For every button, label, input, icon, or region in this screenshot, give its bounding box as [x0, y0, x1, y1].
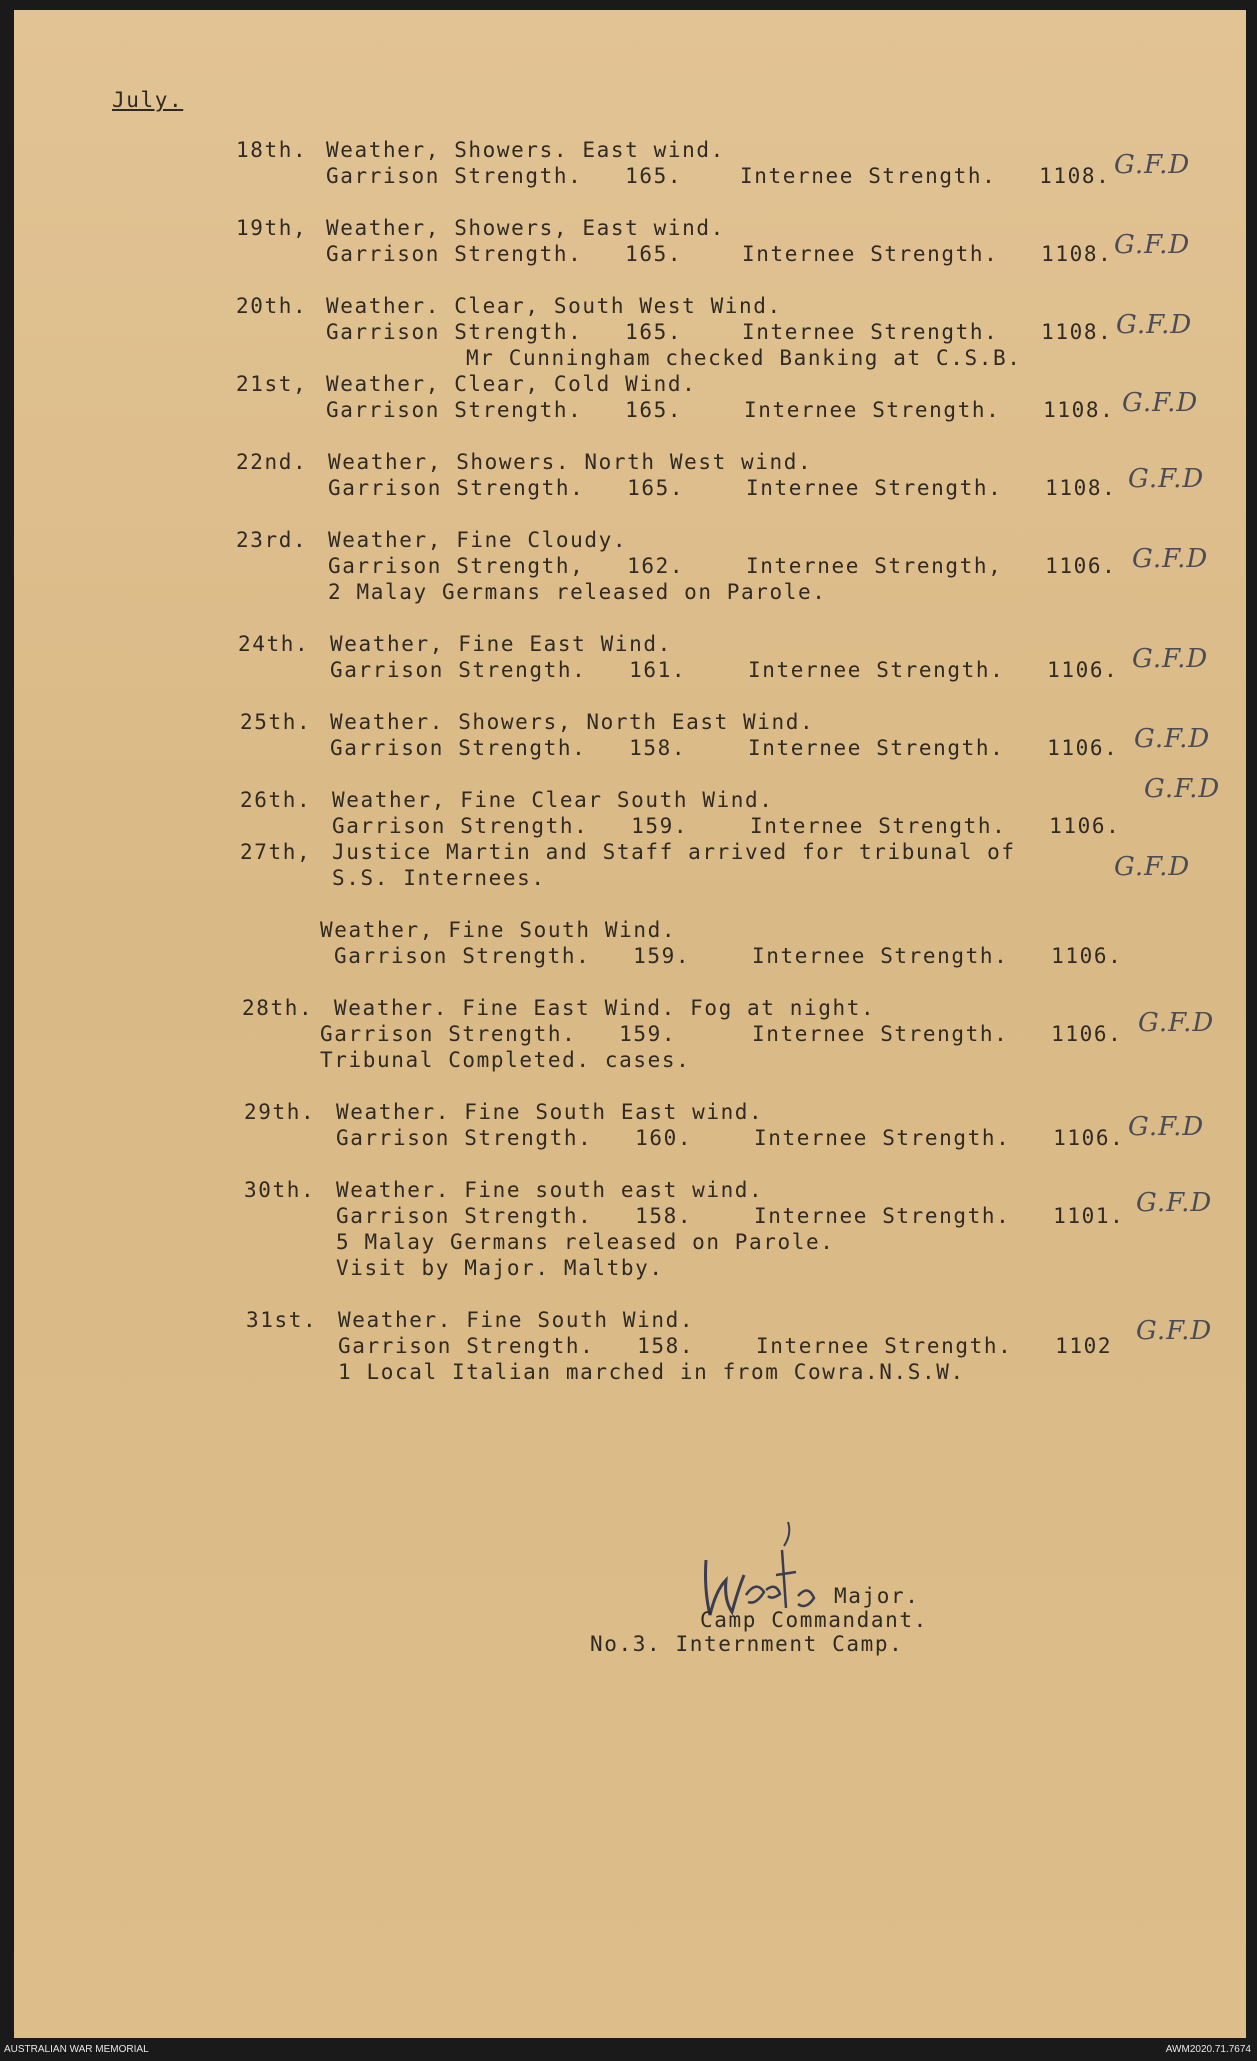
entry-garrison: Garrison Strength. 161. — [330, 658, 687, 682]
entry-day: 31st. — [246, 1308, 318, 1332]
entry-internee: Internee Strength. 1102 — [756, 1334, 1113, 1358]
entry-note: Mr Cunningham checked Banking at C.S.B. — [466, 346, 1022, 370]
entry-initials: G.F.D — [1132, 644, 1209, 674]
entry-garrison: Garrison Strength. 165. — [326, 242, 683, 266]
entry-initials: G.F.D — [1122, 388, 1199, 418]
entry-weather: Weather. Fine South Wind. — [338, 1308, 695, 1332]
signature-title: Camp Commandant. — [700, 1608, 928, 1632]
entry-initials: G.F.D — [1144, 774, 1221, 804]
entry-initials: G.F.D — [1134, 724, 1211, 754]
entry-note: 1 Local Italian marched in from Cowra.N.S.W. — [338, 1360, 965, 1384]
entry-day: 23rd. — [236, 528, 308, 552]
entry-weather: Weather. Fine south east wind. — [336, 1178, 764, 1202]
entry-internee: Internee Strength. 1108. — [742, 242, 1113, 266]
entry-weather: Weather, Fine South Wind. — [320, 918, 677, 942]
entry-initials: G.F.D — [1114, 150, 1191, 180]
entry-note: S.S. Internees. — [332, 866, 546, 890]
entry-weather: Justice Martin and Staff arrived for tribunal of — [332, 840, 1016, 864]
entry-internee: Internee Strength. 1106. — [752, 944, 1123, 968]
footer-bar — [0, 2038, 1257, 2061]
entry-garrison: Garrison Strength. 160. — [336, 1126, 693, 1150]
entry-weather: Weather, Fine Clear South Wind. — [332, 788, 774, 812]
entry-internee: Internee Strength. 1106. — [748, 658, 1119, 682]
entry-day: 24th. — [238, 632, 310, 656]
footer-left: AUSTRALIAN WAR MEMORIAL — [4, 2044, 149, 2055]
entry-garrison: Garrison Strength. 159. — [334, 944, 691, 968]
entry-garrison: Garrison Strength. 158. — [336, 1204, 693, 1228]
entry-initials: G.F.D — [1128, 464, 1205, 494]
entry-internee: Internee Strength. 1106. — [752, 1022, 1123, 1046]
entry-initials: G.F.D — [1138, 1008, 1215, 1038]
entry-garrison: Garrison Strength, 162. — [328, 554, 685, 578]
entry-internee: Internee Strength. 1108. — [742, 320, 1113, 344]
entry-garrison: Garrison Strength. 165. — [326, 164, 683, 188]
entry-garrison: Garrison Strength. 165. — [326, 320, 683, 344]
entry-weather: Weather. Fine East Wind. Fog at night. — [334, 996, 876, 1020]
entry-day: 21st, — [236, 372, 308, 396]
entry-day: 20th. — [236, 294, 308, 318]
entry-initials: G.F.D — [1128, 1112, 1205, 1142]
entry-initials: G.F.D — [1114, 230, 1191, 260]
document-page — [14, 10, 1246, 2038]
entry-day: 30th. — [244, 1178, 316, 1202]
entry-garrison: Garrison Strength. 159. — [320, 1022, 677, 1046]
entry-weather: Weather, Fine Cloudy. — [328, 528, 628, 552]
entry-day: 27th, — [240, 840, 312, 864]
entry-weather: Weather. Clear, South West Wind. — [326, 294, 782, 318]
entry-internee: Internee Strength. 1108. — [740, 164, 1111, 188]
entry-day: 18th. — [236, 138, 308, 162]
entry-weather: Weather, Fine East Wind. — [330, 632, 672, 656]
entry-weather: Weather, Showers. North West wind. — [328, 450, 813, 474]
entry-day: 26th. — [240, 788, 312, 812]
month-heading: July. — [112, 88, 184, 112]
entry-internee: Internee Strength. 1106. — [750, 814, 1121, 838]
entry-garrison: Garrison Strength. 165. — [326, 398, 683, 422]
signature-unit: No.3. Internment Camp. — [590, 1632, 904, 1656]
entry-initials: G.F.D — [1136, 1188, 1213, 1218]
entry-initials: G.F.D — [1136, 1316, 1213, 1346]
entry-initials: G.F.D — [1116, 310, 1193, 340]
entry-garrison: Garrison Strength. 159. — [332, 814, 689, 838]
entry-note: 5 Malay Germans released on Parole. — [336, 1230, 835, 1254]
entry-day: 22nd. — [236, 450, 308, 474]
entry-weather: Weather, Showers. East wind. — [326, 138, 725, 162]
entry-internee: Internee Strength. 1106. — [754, 1126, 1125, 1150]
entry-day: 28th. — [242, 996, 314, 1020]
entry-weather: Weather, Clear, Cold Wind. — [326, 372, 697, 396]
entry-note: Visit by Major. Maltby. — [336, 1256, 664, 1280]
entry-internee: Internee Strength. 1108. — [746, 476, 1117, 500]
entry-note: 2 Malay Germans released on Parole. — [328, 580, 827, 604]
signature-rank: Major. — [834, 1584, 920, 1608]
entry-weather: Weather. Showers, North East Wind. — [330, 710, 815, 734]
entry-initials: G.F.D — [1132, 544, 1209, 574]
entry-day: 25th. — [240, 710, 312, 734]
entry-weather: Weather, Showers, East wind. — [326, 216, 725, 240]
entry-garrison: Garrison Strength. 158. — [338, 1334, 695, 1358]
entry-internee: Internee Strength, 1106. — [746, 554, 1117, 578]
entry-internee: Internee Strength. 1108. — [744, 398, 1115, 422]
footer-right: AWM2020.71.7674 — [1165, 2044, 1251, 2055]
entry-garrison: Garrison Strength. 165. — [328, 476, 685, 500]
entry-initials: G.F.D — [1114, 852, 1191, 882]
entry-note: Tribunal Completed. cases. — [320, 1048, 691, 1072]
entry-internee: Internee Strength. 1106. — [748, 736, 1119, 760]
entry-internee: Internee Strength. 1101. — [754, 1204, 1125, 1228]
entry-weather: Weather. Fine South East wind. — [336, 1100, 764, 1124]
entry-day: 29th. — [244, 1100, 316, 1124]
entry-garrison: Garrison Strength. 158. — [330, 736, 687, 760]
entry-day: 19th, — [236, 216, 308, 240]
